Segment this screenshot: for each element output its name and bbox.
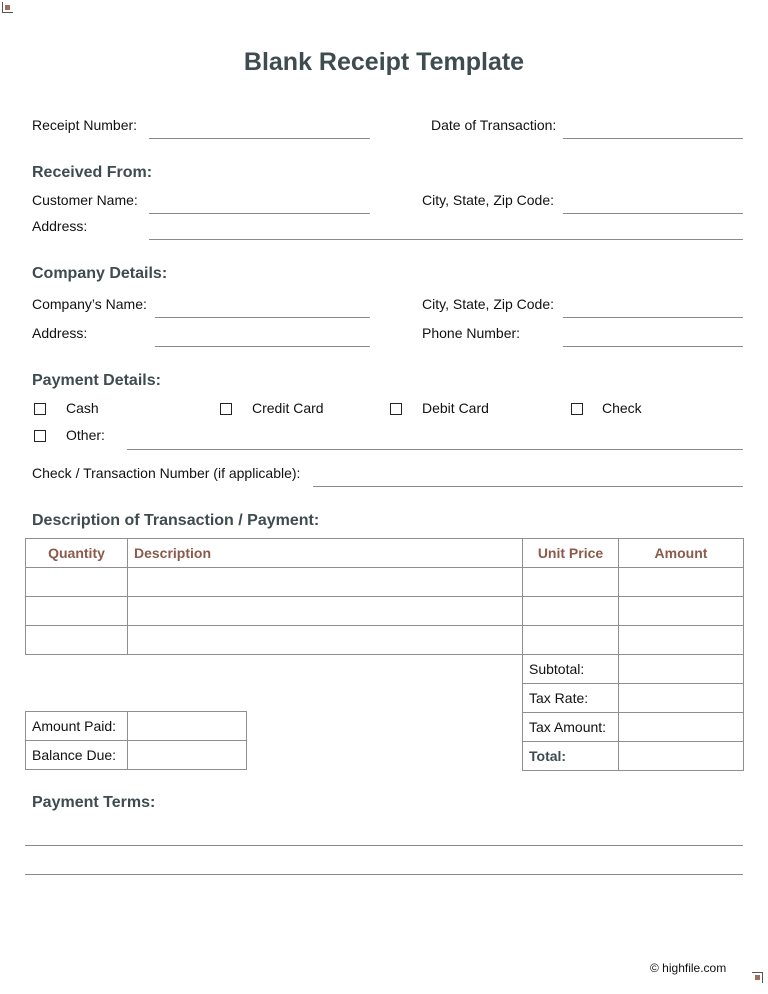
- received-from-heading: Received From:: [32, 164, 153, 181]
- payment-summary-table: [25, 711, 247, 770]
- company-name-field[interactable]: [155, 317, 370, 318]
- subtotal-label: Subtotal:: [523, 655, 619, 684]
- quantity-cell[interactable]: [26, 568, 128, 597]
- other-checkbox[interactable]: [34, 430, 46, 442]
- credit-card-checkbox[interactable]: [220, 403, 232, 415]
- company-address-field[interactable]: [155, 346, 370, 347]
- items-table: [25, 538, 744, 655]
- company-address-label: Address:: [32, 325, 88, 341]
- debit-card-label: Debit Card: [422, 400, 489, 416]
- bottom-right-corner-mark: [752, 972, 763, 983]
- payment-terms-line-1[interactable]: [25, 845, 743, 846]
- amount-cell[interactable]: [619, 626, 744, 655]
- tax-rate-row: [523, 684, 744, 713]
- tax-amount-label: Tax Amount:: [523, 713, 619, 742]
- customer-name-label: Customer Name:: [32, 192, 138, 208]
- top-left-corner-mark: [2, 2, 13, 13]
- company-details-heading: Company Details:: [32, 265, 168, 282]
- cash-checkbox[interactable]: [34, 403, 46, 415]
- description-heading: Description of Transaction / Payment:: [32, 512, 320, 529]
- payment-details-heading: Payment Details:: [32, 372, 161, 389]
- description-cell[interactable]: [128, 626, 523, 655]
- unit-price-cell[interactable]: [523, 626, 619, 655]
- amount-paid-row: [26, 712, 247, 741]
- cash-label: Cash: [66, 400, 99, 416]
- date-of-transaction-field[interactable]: [563, 138, 743, 139]
- check-label: Check: [602, 400, 642, 416]
- customer-city-field[interactable]: [563, 213, 743, 214]
- total-value-cell[interactable]: [619, 742, 744, 771]
- quantity-cell[interactable]: [26, 626, 128, 655]
- page-title: Blank Receipt Template: [243, 48, 525, 76]
- amount-cell[interactable]: [619, 568, 744, 597]
- balance-due-value-cell[interactable]: [128, 741, 247, 770]
- customer-address-field[interactable]: [149, 239, 743, 240]
- description-cell[interactable]: [128, 568, 523, 597]
- customer-name-field[interactable]: [149, 213, 370, 214]
- unit-price-cell[interactable]: [523, 597, 619, 626]
- subtotal-row: [523, 655, 744, 684]
- customer-city-label: City, State, Zip Code:: [422, 192, 555, 208]
- unit-price-column-header: Unit Price: [523, 539, 619, 568]
- quantity-column-header: Quantity: [26, 539, 128, 568]
- tax-rate-value-cell[interactable]: [619, 684, 744, 713]
- date-of-transaction-label: Date of Transaction:: [431, 117, 557, 133]
- company-phone-label: Phone Number:: [422, 325, 521, 341]
- subtotal-value-cell[interactable]: [619, 655, 744, 684]
- balance-due-label: Balance Due:: [26, 741, 128, 770]
- other-label: Other:: [66, 427, 105, 443]
- quantity-cell[interactable]: [26, 597, 128, 626]
- tax-amount-row: [523, 713, 744, 742]
- amount-paid-value-cell[interactable]: [128, 712, 247, 741]
- amount-paid-label: Amount Paid:: [26, 712, 128, 741]
- company-name-label: Company’s Name:: [32, 296, 147, 312]
- company-city-label: City, State, Zip Code:: [422, 296, 555, 312]
- receipt-number-label: Receipt Number:: [32, 117, 138, 133]
- totals-table: [522, 654, 744, 771]
- items-header-row: [26, 539, 744, 568]
- credit-card-label: Credit Card: [252, 400, 324, 416]
- table-row: [26, 568, 744, 597]
- debit-card-checkbox[interactable]: [390, 403, 402, 415]
- total-label: Total:: [523, 742, 619, 771]
- amount-column-header: Amount: [619, 539, 744, 568]
- customer-address-label: Address:: [32, 218, 88, 234]
- amount-cell[interactable]: [619, 597, 744, 626]
- company-phone-field[interactable]: [563, 346, 743, 347]
- payment-terms-line-2[interactable]: [25, 874, 743, 875]
- transaction-number-label: Check / Transaction Number (if applicable):: [32, 465, 301, 481]
- receipt-number-field[interactable]: [149, 138, 370, 139]
- total-row: [523, 742, 744, 771]
- description-column-header: Description: [128, 539, 523, 568]
- table-row: [26, 597, 744, 626]
- check-checkbox[interactable]: [571, 403, 583, 415]
- tax-rate-label: Tax Rate:: [523, 684, 619, 713]
- transaction-number-field[interactable]: [313, 486, 743, 487]
- unit-price-cell[interactable]: [523, 568, 619, 597]
- table-row: [26, 626, 744, 655]
- footer-credit: © highfile.com: [650, 961, 727, 975]
- tax-amount-value-cell[interactable]: [619, 713, 744, 742]
- company-city-field[interactable]: [563, 317, 743, 318]
- description-cell[interactable]: [128, 597, 523, 626]
- balance-due-row: [26, 741, 247, 770]
- payment-terms-heading: Payment Terms:: [32, 794, 156, 811]
- other-field[interactable]: [127, 449, 743, 450]
